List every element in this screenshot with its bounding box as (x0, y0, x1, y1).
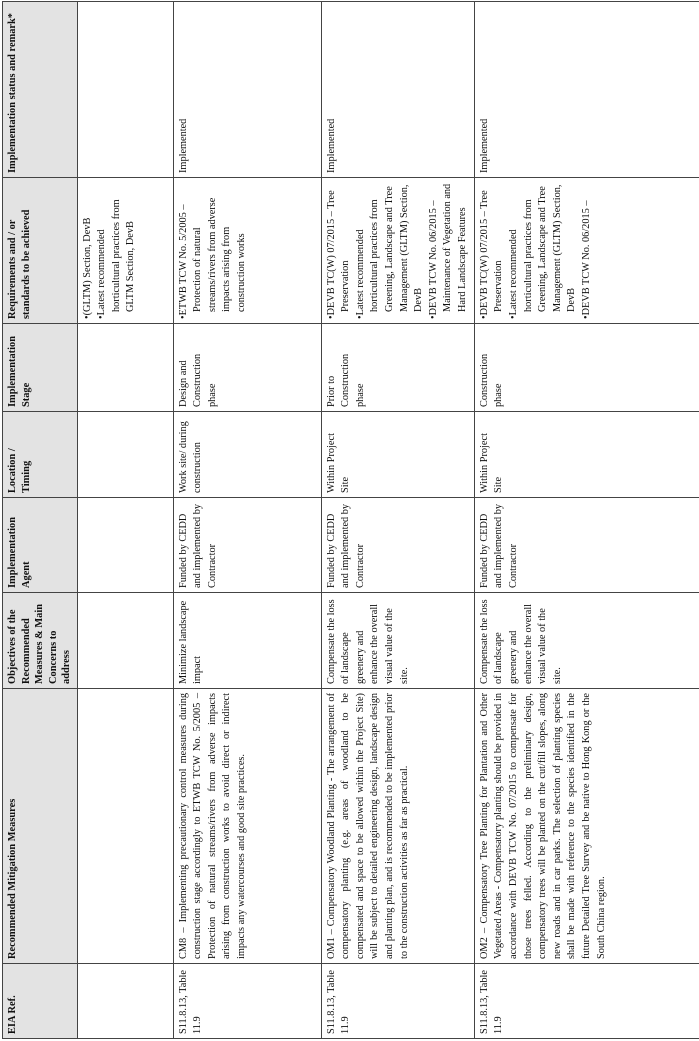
requirement-item: • Latest recommended horticultural practices from Greening, Landscape and Tree Management (GLTM) Section, DevB (507, 182, 580, 319)
cell-agent: Funded by CEDD and implemented by Contractor (321, 498, 474, 593)
header-eia-ref: EIA Ref. (3, 964, 78, 1039)
requirement-item: • DEVB TCW No. 06/2015 – Maintenance of Vegetation and Hard Landscape Features (427, 182, 471, 319)
header-mitigation-measures: Recommended Mitigation Measures (3, 689, 78, 964)
cell-eia-ref: S11.8.13, Table 11.9 (173, 964, 321, 1039)
cell-location: Within Project Site (474, 412, 699, 498)
mitigation-measures-table (2, 1, 699, 1039)
cell-mitigation-measure: OM1 – Compensatory Woodland Planting - The arrangement of compensatory planting (e.g. areas of woodland to be compensated and space to be allowed within the Project Site) will be subject to detailed engineering design, landscape design and planting plan, and is recommended to be implemented prior to the construction activities as far as practical. (321, 689, 474, 964)
cell-eia-ref (77, 964, 173, 1039)
requirement-item: • (GLTM) Section, DevB (81, 182, 96, 319)
cell-mitigation-measure (77, 689, 173, 964)
header-implementation-agent: Implementation Agent (3, 498, 78, 593)
cell-agent: Funded by CEDD and implemented by Contractor (474, 498, 699, 593)
header-row (3, 2, 78, 1039)
header-location-timing: Location / Timing (3, 412, 78, 498)
header-implementation-stage: Implementation Stage (3, 324, 78, 412)
cell-eia-ref: S11.8.13, Table 11.9 (474, 964, 699, 1039)
cell-objective: Compensate the loss of landscape greenery and enhance the overall visual value of the site. (474, 593, 699, 689)
cell-mitigation-measure: OM2 – Compensatory Tree Planting for Plantation and Other Vegetated Areas - Compensatory planting should be provided in accordance with DEVB TCW No. 07/2015 to compensate for those trees felled. According to the preliminary design, compensatory trees will be planted on the cut/fill slopes, along new roads and in car parks. The selection of planting species shall be made with reference to the species identified in the future Detailed Tree Survey and be native to Hong Kong or the South China region. (474, 689, 699, 964)
cell-objective: Minimize landscape impact (173, 593, 321, 689)
requirement-item: • Latest recommended horticultural practices from GLTM Section, DevB (95, 182, 139, 319)
table-row (321, 2, 474, 1039)
cell-location: Work site/ during construction (173, 412, 321, 498)
cell-requirements (173, 178, 321, 324)
cell-status: Implemented (321, 2, 474, 178)
cell-mitigation-measure: CM8 – Implementing precautionary control measures during construction stage accordingly to ETWB TCW No. 5/2005 – Protection of natural streams/rivers from adverse impacts arising from construction works to avoid direct or indirect impacts any watercourses and good site practices. (173, 689, 321, 964)
requirements-list (177, 182, 250, 319)
cell-agent (77, 498, 173, 593)
cell-location: Within Project Site (321, 412, 474, 498)
requirement-item: • Latest recommended horticultural practices from Greening, Landscape and Tree Management (GLTM) Section, DevB (354, 182, 427, 319)
requirement-item: • ETWB TCW No. 5/2005 – Protection of natural streams/rivers from adverse impacts arising from construction works (177, 182, 250, 319)
cell-agent: Funded by CEDD and implemented by Contractor (173, 498, 321, 593)
cell-status (77, 2, 173, 178)
cell-stage (77, 324, 173, 412)
cell-requirements (321, 178, 474, 324)
cell-location (77, 412, 173, 498)
header-status-remark: Implementation status and remark* (3, 2, 78, 178)
header-objectives: Objectives of the Recommended Measures & Main Concerns to address (3, 593, 78, 689)
table-row (474, 2, 699, 1039)
cell-objective (77, 593, 173, 689)
requirements-list (478, 182, 595, 319)
cell-stage: Construction phase (474, 324, 699, 412)
table-row (173, 2, 321, 1039)
requirements-list (325, 182, 471, 319)
requirement-item: • DEVB TC(W) 07/2015 – Tree Preservation (478, 182, 507, 319)
cell-requirements (474, 178, 699, 324)
requirement-item: • DEVB TC(W) 07/2015 – Tree Preservation (325, 182, 354, 319)
requirement-item: • DEVB TCW No. 06/2015 – (580, 182, 595, 319)
cell-eia-ref: S11.8.13, Table 11.9 (321, 964, 474, 1039)
cell-status: Implemented (173, 2, 321, 178)
requirements-list (81, 182, 139, 319)
cell-status: Implemented (474, 2, 699, 178)
cell-stage: Prior to Construction phase (321, 324, 474, 412)
cell-requirements (77, 178, 173, 324)
cell-stage: Design and Construction phase (173, 324, 321, 412)
table-row (77, 2, 173, 1039)
header-requirements: Requirements and / or standards to be achieved (3, 178, 78, 324)
cell-objective: Compensate the loss of landscape greenery and enhance the overall visual value of the site. (321, 593, 474, 689)
